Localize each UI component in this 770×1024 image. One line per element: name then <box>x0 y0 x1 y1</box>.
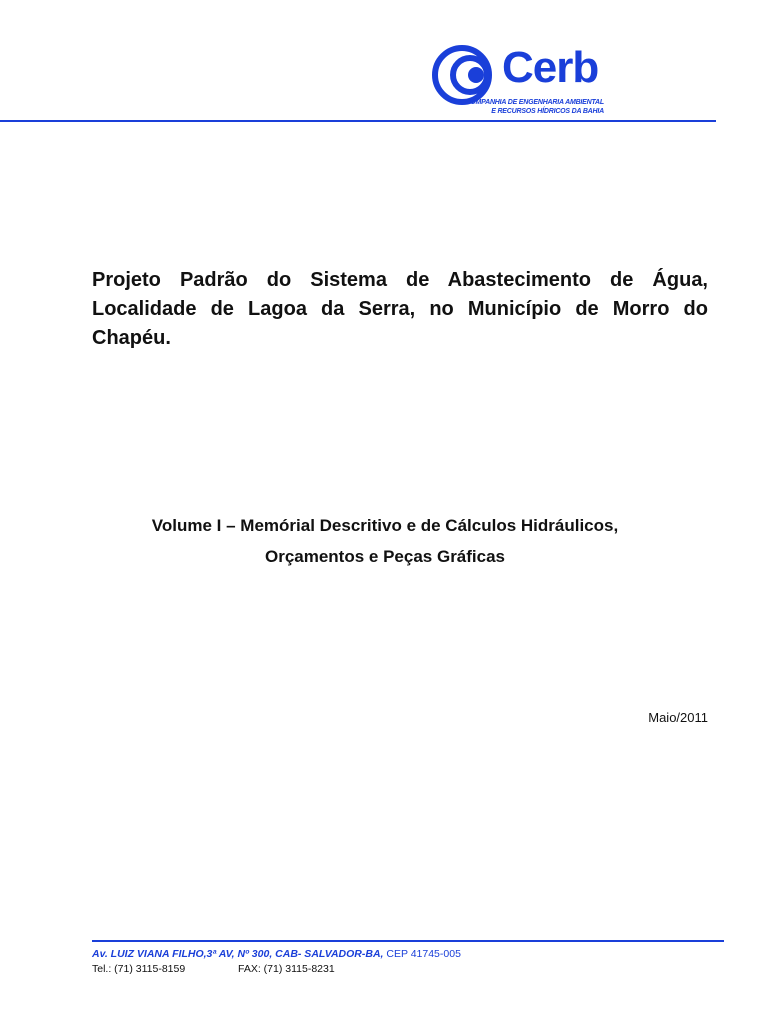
footer-contact-line <box>92 962 461 977</box>
footer-address: Av. LUIZ VIANA FILHO,3ª AV, Nº 300, CAB- SALVADOR-BA, <box>92 948 384 960</box>
volume-line-2: Orçamentos e Peças Gráficas <box>264 547 506 566</box>
footer-fax: FAX: (71) 3115-8231 <box>238 963 335 975</box>
header-divider <box>0 120 716 122</box>
cerb-logo <box>432 42 612 120</box>
document-date: Maio/2011 <box>648 710 708 725</box>
document-title: Projeto Padrão do Sistema de Abastecimento de Água, Localidade de Lagoa da Serra, no Município de Morro do Chapéu. <box>92 269 708 349</box>
footer-address-line <box>92 947 461 962</box>
logo-subtitle-line1: COMPANHIA DE ENGENHARIA AMBIENTAL <box>465 99 604 106</box>
volume-line-1: Volume I – Memórial Descritivo e de Cálculos Hidráulicos, <box>151 516 619 535</box>
footer <box>92 947 461 977</box>
logo-subtitle-line2: E RECURSOS HÍDRICOS DA BAHIA <box>491 108 604 115</box>
logo-wordmark: Cerb <box>502 43 599 92</box>
footer-cep: CEP 41745-005 <box>386 948 461 960</box>
footer-divider <box>92 940 724 942</box>
volume-heading <box>0 510 770 572</box>
footer-tel: Tel.: (71) 3115-8159 <box>92 963 186 975</box>
